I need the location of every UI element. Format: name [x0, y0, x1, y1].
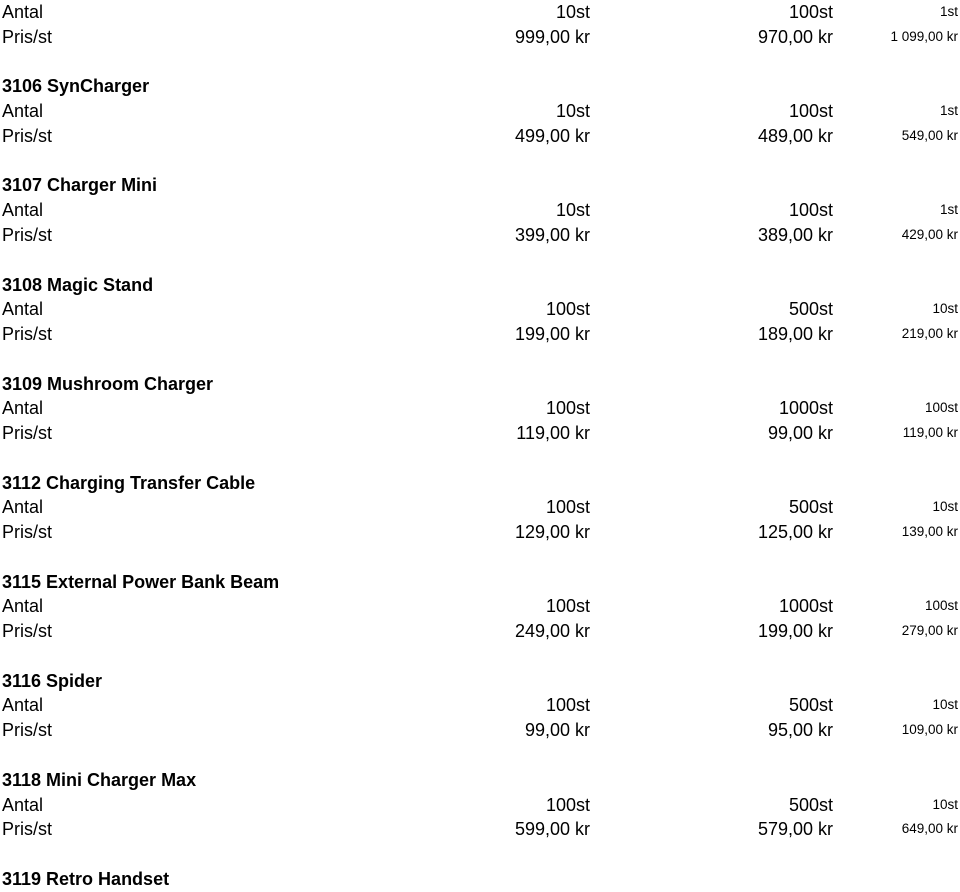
qty-single: 10st — [932, 499, 958, 515]
price-single: 119,00 kr — [902, 424, 958, 440]
qty-single: 10st — [932, 697, 958, 713]
product-3118 — [0, 768, 960, 842]
qty-tier-1: 100st — [545, 695, 590, 716]
product-title: 3112 Charging Transfer Cable — [2, 472, 256, 493]
product-3115 — [0, 570, 960, 644]
qty-label: Antal — [2, 101, 44, 122]
price-row — [0, 322, 960, 347]
qty-row — [0, 198, 960, 223]
qty-tier-1: 10st — [555, 200, 590, 221]
price-label: Pris/st — [2, 323, 53, 344]
product-3106 — [0, 74, 960, 148]
price-tier-1: 249,00 kr — [514, 621, 590, 642]
price-tier-2: 579,00 kr — [757, 819, 833, 840]
qty-tier-1: 10st — [555, 2, 590, 22]
product-3109 — [0, 372, 960, 446]
price-tier-2: 489,00 kr — [757, 125, 833, 146]
qty-row — [0, 99, 960, 124]
price-row — [0, 421, 960, 446]
qty-tier-1: 100st — [545, 299, 590, 320]
product-title: 3118 Mini Charger Max — [2, 769, 197, 790]
qty-tier-2: 100st — [788, 101, 833, 122]
qty-tier-2: 100st — [788, 200, 833, 221]
qty-row — [0, 0, 960, 25]
product-title: 3115 External Power Bank Beam — [2, 571, 280, 592]
qty-row — [0, 793, 960, 818]
price-tier-1: 599,00 kr — [514, 819, 590, 840]
qty-tier-1: 100st — [545, 794, 590, 815]
price-tier-1: 199,00 kr — [514, 323, 590, 344]
price-tier-1: 399,00 kr — [514, 224, 590, 245]
price-label: Pris/st — [2, 125, 53, 146]
price-tier-2: 189,00 kr — [757, 323, 833, 344]
price-label: Pris/st — [2, 422, 53, 443]
price-row — [0, 223, 960, 248]
qty-tier-2: 1000st — [778, 398, 833, 419]
qty-tier-2: 1000st — [778, 596, 833, 617]
qty-label: Antal — [2, 596, 44, 617]
qty-single: 100st — [924, 400, 958, 416]
qty-row — [0, 495, 960, 520]
price-single: 219,00 kr — [901, 325, 958, 341]
product-title: 3106 SynCharger — [2, 76, 150, 97]
price-row — [0, 520, 960, 545]
price-label: Pris/st — [2, 26, 53, 47]
price-row — [0, 718, 960, 743]
product-title: 3109 Mushroom Charger — [2, 373, 214, 394]
price-row — [0, 25, 960, 50]
product-title: 3107 Charger Mini — [2, 175, 158, 196]
product-title: 3116 Spider — [2, 670, 103, 691]
qty-label: Antal — [2, 299, 44, 320]
qty-label: Antal — [2, 695, 44, 716]
qty-tier-2: 500st — [788, 497, 833, 518]
qty-label: Antal — [2, 398, 44, 419]
price-label: Pris/st — [2, 522, 53, 542]
price-single: 109,00 kr — [901, 722, 958, 738]
price-single: 1 099,00 kr — [890, 28, 958, 44]
product-3107 — [0, 173, 960, 247]
price-tier-2: 970,00 kr — [757, 26, 833, 47]
qty-single: 1st — [939, 202, 958, 218]
qty-tier-1: 100st — [545, 398, 590, 419]
qty-label: Antal — [2, 2, 44, 22]
price-label: Pris/st — [2, 720, 53, 741]
price-row — [0, 817, 960, 842]
qty-row — [0, 297, 960, 322]
qty-row — [0, 594, 960, 619]
qty-tier-2: 100st — [788, 2, 833, 22]
price-single: 649,00 kr — [901, 821, 958, 837]
price-label: Pris/st — [2, 224, 53, 245]
price-tier-2: 125,00 kr — [757, 522, 833, 542]
qty-tier-1: 10st — [555, 101, 590, 122]
qty-single: 1st — [939, 103, 958, 119]
qty-tier-1: 100st — [545, 497, 590, 518]
price-label: Pris/st — [2, 819, 53, 840]
price-single: 279,00 kr — [901, 623, 958, 639]
price-tier-1: 999,00 kr — [514, 26, 590, 47]
price-row — [0, 124, 960, 149]
price-tier-2: 389,00 kr — [757, 224, 833, 245]
price-single: 549,00 kr — [901, 127, 958, 143]
qty-row — [0, 396, 960, 421]
qty-single: 1st — [939, 4, 958, 19]
product-3119 — [0, 867, 960, 892]
qty-tier-2: 500st — [788, 695, 833, 716]
price-tier-2: 99,00 kr — [767, 422, 833, 443]
price-tier-2: 95,00 kr — [767, 720, 833, 741]
product-3112 — [0, 471, 960, 545]
qty-single: 10st — [932, 796, 958, 812]
qty-tier-1: 100st — [545, 596, 590, 617]
qty-single: 100st — [924, 598, 958, 614]
qty-label: Antal — [2, 200, 44, 221]
qty-tier-2: 500st — [788, 299, 833, 320]
price-row — [0, 619, 960, 644]
price-tier-1: 129,00 kr — [514, 522, 590, 542]
product-title: 3108 Magic Stand — [2, 274, 154, 295]
price-label: Pris/st — [2, 621, 53, 642]
product-3116 — [0, 669, 960, 743]
price-tier-1: 99,00 kr — [524, 720, 590, 741]
qty-tier-2: 500st — [788, 794, 833, 815]
price-single: 139,00 kr — [901, 524, 958, 539]
product-title: 3119 Retro Handset — [2, 868, 170, 889]
price-single: 429,00 kr — [901, 226, 958, 242]
product-continued — [0, 0, 960, 49]
product-3108 — [0, 273, 960, 347]
price-tier-1: 119,00 kr — [516, 422, 590, 443]
qty-row — [0, 693, 960, 718]
qty-single: 10st — [932, 301, 958, 317]
price-tier-1: 499,00 kr — [514, 125, 590, 146]
price-tier-2: 199,00 kr — [757, 621, 833, 642]
qty-label: Antal — [2, 794, 44, 815]
qty-label: Antal — [2, 497, 44, 518]
